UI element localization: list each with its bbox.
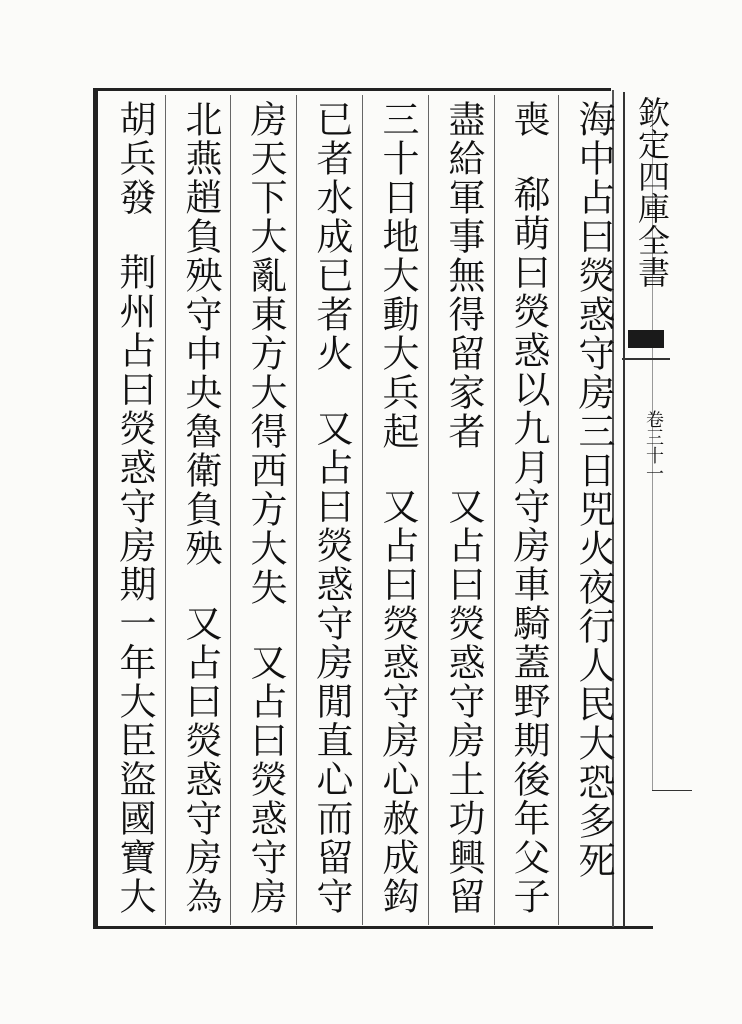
margin-divider [652, 790, 692, 791]
text-column-1 [565, 100, 621, 880]
frame-bottom-border [93, 926, 653, 929]
text-column-2 [500, 100, 556, 916]
text-column-3 [435, 100, 491, 916]
column-segment: 又占曰熒惑守房為 [179, 604, 222, 916]
column-segment: 郗萌曰熒惑以九月守房車騎蓋野期後年父子 [507, 175, 550, 916]
fishtail-rule [622, 358, 670, 360]
column-segment: 已者水成已者火 [310, 100, 353, 373]
column-segment: 三十日地大動大兵起 [376, 100, 419, 451]
column-rule [494, 95, 495, 925]
column-segment: 房天下大亂東方大得西方大失 [244, 100, 287, 607]
text-column-8 [106, 100, 162, 916]
text-column-5 [303, 100, 359, 916]
column-segment: 北燕趙負殃守中央魯衛負殃 [179, 100, 222, 568]
column-segment: 荆州占曰熒惑守房期一年大臣盜國寶大 [113, 253, 156, 916]
column-rule [165, 95, 166, 925]
frame-left-border [93, 88, 98, 928]
text-column-7 [172, 100, 228, 916]
column-segment: 又占曰熒惑守房閒直心而留守 [310, 409, 353, 916]
column-rule [230, 95, 231, 925]
column-rule [362, 95, 363, 925]
column-segment: 盡給軍事無得留家者 [442, 100, 485, 451]
column-rule [558, 95, 559, 925]
book-title: 欽定四庫全書 [633, 96, 671, 288]
frame-top-border [93, 88, 611, 91]
fishtail-mark [628, 330, 664, 348]
column-segment: 又占曰熒惑守房 [244, 643, 287, 916]
volume-number: 卷三十一 [643, 410, 664, 482]
column-segment: 胡兵發 [113, 100, 156, 217]
column-segment: 喪 [507, 100, 550, 139]
column-segment: 又占曰熒惑守房土功興留 [442, 487, 485, 916]
column-segment: 又占曰熒惑守房心赦成鈎 [376, 487, 419, 916]
text-column-6 [237, 100, 293, 916]
margin-border [623, 92, 625, 927]
column-rule [428, 95, 429, 925]
text-column-4 [369, 100, 425, 916]
column-rule [296, 95, 297, 925]
column-segment: 海中占曰熒惑守房三日兕火夜行人民大恐多死 [572, 100, 615, 880]
